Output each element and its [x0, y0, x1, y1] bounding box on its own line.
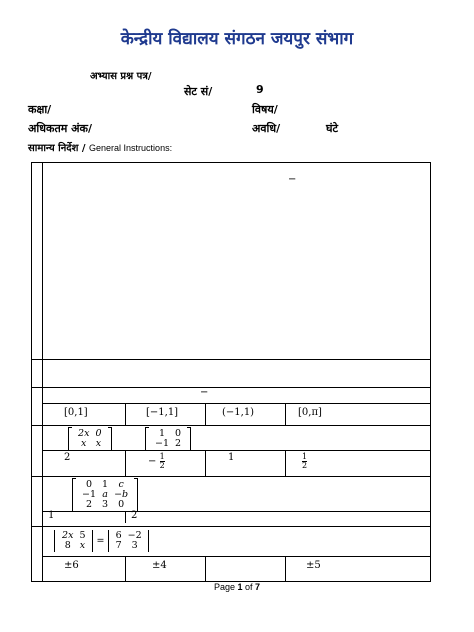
- option-divider: [205, 450, 206, 476]
- minus-sign: −: [148, 456, 157, 467]
- det-cell: 7: [115, 540, 122, 551]
- det-bar: [54, 530, 56, 552]
- matrix-cell: 0: [86, 479, 93, 490]
- matrix-cell: 0: [95, 428, 102, 439]
- page-total: 7: [255, 582, 261, 592]
- q2-option-d: [302, 453, 307, 470]
- matrix-cell: x: [81, 438, 87, 449]
- det-cell: 2x: [62, 530, 74, 541]
- bracket-right: [134, 478, 138, 512]
- bracket-left: [72, 478, 76, 512]
- matrix-cell: −b: [114, 489, 129, 500]
- det-bar: [148, 530, 150, 552]
- page-current: 1: [237, 582, 243, 592]
- question-table: [31, 162, 431, 582]
- det-cell: 6: [115, 530, 122, 541]
- bracket-right: [108, 427, 112, 451]
- q4-determinant-equation: [54, 530, 150, 552]
- row-divider: [42, 511, 431, 512]
- duration-label: अवधि/: [252, 122, 281, 135]
- bracket-left: [145, 427, 149, 451]
- fraction-numerator: 1: [159, 452, 165, 461]
- matrix-cell: c: [118, 479, 124, 490]
- matrix-cell: x: [95, 438, 102, 449]
- section-dash: −: [200, 387, 209, 398]
- option-divider: [205, 556, 206, 582]
- q2-option-b: [148, 453, 165, 470]
- page-of: of: [242, 582, 256, 592]
- page-number: [0, 582, 474, 592]
- matrix-cell: 1: [102, 479, 109, 490]
- row-divider: [42, 403, 431, 404]
- det-cell: 3: [131, 540, 138, 551]
- class-label: कक्षा/: [28, 103, 52, 116]
- q2-option-a: 2: [64, 452, 71, 463]
- q4-option-b: ±4: [152, 560, 167, 571]
- row-divider: [31, 476, 431, 477]
- q3-matrix: [72, 478, 138, 512]
- row-divider: [31, 425, 431, 426]
- page-prefix: Page: [213, 582, 238, 592]
- instructions-english: General Instructions:: [89, 143, 173, 153]
- set-label: सेट सं/: [184, 85, 213, 98]
- det-cell: −2: [127, 530, 142, 541]
- q3-option-b: 2: [131, 510, 138, 521]
- row-divider: [42, 450, 431, 451]
- option-divider: [125, 450, 126, 476]
- matrix-cell: 0: [175, 428, 182, 439]
- subject-label: विषय/: [252, 103, 278, 116]
- q1-option-d: [0,π]: [298, 407, 322, 418]
- option-divider: [205, 403, 206, 425]
- set-number: 9: [256, 83, 264, 96]
- row-divider: [42, 556, 431, 557]
- hours-label: घंटे: [326, 122, 339, 135]
- matrix-cell: −1: [155, 438, 170, 449]
- bracket-left: [68, 427, 72, 451]
- instruction-dash: −: [288, 174, 297, 185]
- option-divider: [125, 403, 126, 425]
- school-title: केन्द्रीय विद्यालय संगठन जयपुर संभाग: [120, 29, 354, 49]
- general-instructions-heading: [28, 140, 172, 154]
- matrix-cell: 0: [118, 499, 125, 510]
- equals-sign: =: [96, 535, 105, 547]
- q2-option-c: 1: [228, 452, 235, 463]
- fraction-denominator: 2: [159, 461, 165, 470]
- q4-option-d: ±5: [306, 560, 321, 571]
- det-bar: [108, 530, 110, 552]
- matrix-cell: 2: [86, 499, 93, 510]
- practice-paper-label: अभ्यास प्रश्न पत्र/: [90, 71, 152, 82]
- option-divider: [125, 556, 126, 582]
- q1-option-a: [0,1]: [64, 407, 88, 418]
- max-marks-label: अधिकतम अंक/: [28, 122, 93, 135]
- row-divider: [31, 526, 431, 527]
- fraction-half: [160, 453, 165, 470]
- fraction-numerator: 1: [302, 452, 308, 461]
- matrix-cell: 1: [159, 428, 166, 439]
- serial-column-divider: [42, 162, 43, 582]
- option-divider: [125, 511, 126, 523]
- q3-option-a: 1: [48, 510, 55, 521]
- fraction-half: [302, 453, 307, 470]
- q1-option-b: [−1,1]: [146, 407, 179, 418]
- det-cell: x: [79, 540, 86, 551]
- q2-matrix-b: [145, 427, 191, 451]
- option-divider: [285, 556, 286, 582]
- instructions-hindi: सामान्य निर्देश /: [28, 143, 86, 154]
- matrix-cell: 2: [175, 438, 182, 449]
- fraction-denominator: 2: [302, 461, 308, 470]
- matrix-cell: 3: [102, 499, 109, 510]
- row-divider: [31, 359, 431, 360]
- matrix-cell: −1: [82, 489, 97, 500]
- q1-option-c: (−1,1): [222, 407, 255, 418]
- q2-matrix-a: [68, 427, 112, 451]
- option-divider: [285, 450, 286, 476]
- det-cell: 5: [79, 530, 86, 541]
- q4-option-a: ±6: [64, 560, 79, 571]
- matrix-cell: a: [102, 489, 108, 500]
- row-divider: [31, 387, 431, 388]
- matrix-cell: 2x: [78, 428, 90, 439]
- det-cell: 8: [64, 540, 71, 551]
- bracket-right: [187, 427, 191, 451]
- det-bar: [92, 530, 94, 552]
- option-divider: [285, 403, 286, 425]
